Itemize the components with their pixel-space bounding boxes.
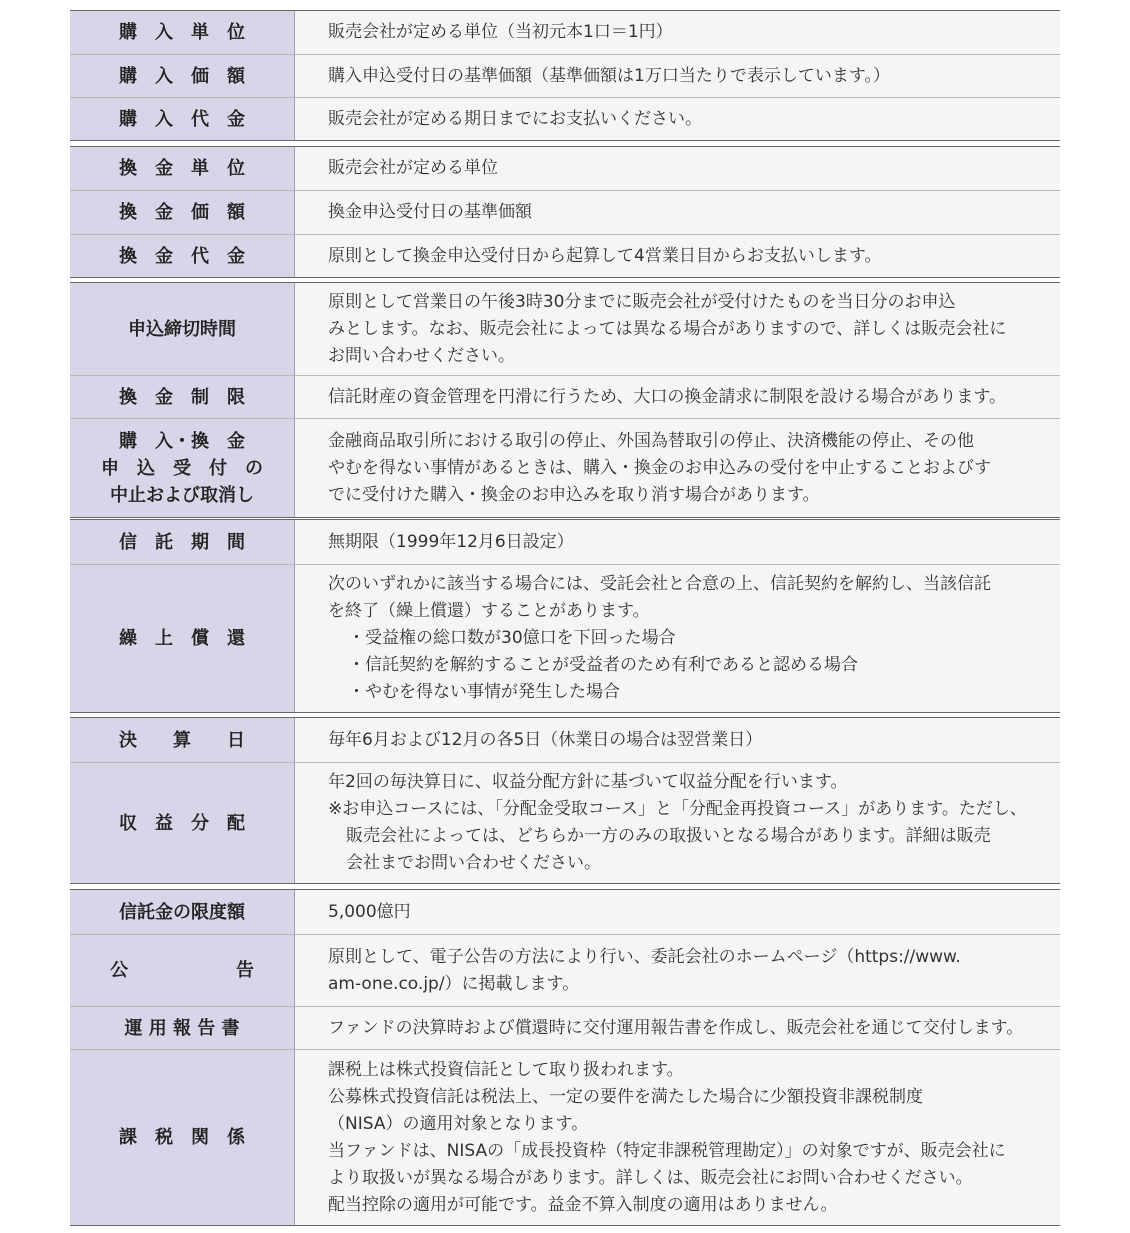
row-value: [295, 1007, 1060, 1049]
label-line: 申 込 受 付 の: [101, 457, 263, 479]
row-label: 購 入 単 位: [70, 11, 295, 54]
value-line: 購入申込受付日の基準価額（基準価額は1万口当たりで表示しています。）: [328, 65, 890, 86]
value-line: 原則として換金申込受付日から起算して4営業日目からお支払いします。: [328, 245, 882, 266]
table-row: [70, 375, 1060, 418]
value-line: 次のいずれかに該当する場合には、受託会社と合意の上、信託契約を解約し、当該信託: [328, 574, 991, 594]
label-line: 中止および取消し: [110, 484, 254, 506]
value-line: 当ファンドは、NISAの「成長投資枠（特定非課税管理勘定）」の対象ですが、販売会社に: [328, 1140, 1006, 1161]
row-label: [70, 419, 295, 517]
value-line: （NISA）の適用対象となります。: [328, 1113, 589, 1134]
value-line: お問い合わせください。: [328, 345, 515, 366]
value-line: ※お申込コースには、「分配金受取コース」と「分配金再投資コース」があります。ただし、: [328, 799, 1027, 819]
row-label: 課 税 関 係: [70, 1050, 295, 1225]
row-label: 換 金 制 限: [70, 376, 295, 418]
value-line: 配当控除の適用が可能です。益金不算入制度の適用はありません。: [328, 1194, 838, 1215]
row-value: [295, 376, 1060, 418]
bullet-item: ・信託契約を解約することが受益者のため有利であると認める場合: [348, 655, 858, 675]
value-line: 公募株式投資信託は税法上、一定の要件を満たした場合に少額投資非課税制度: [328, 1086, 923, 1107]
value-line: やむを得ない事情があるときは、購入・換金のお申込みの受付を中止することおよびす: [328, 457, 991, 478]
row-value: [295, 763, 1060, 883]
value-line: am-one.co.jp/）に掲載します。: [328, 973, 580, 994]
value-line: 課税上は株式投資信託として取り扱われます。: [328, 1059, 684, 1080]
value-line: 毎年6月および12月の各5日（休業日の場合は翌営業日）: [328, 729, 763, 750]
row-label: 換 金 単 位: [70, 147, 295, 190]
row-label: 購 入 価 額: [70, 55, 295, 97]
row-value: [295, 147, 1060, 190]
row-value: [295, 419, 1060, 517]
table-row: [70, 564, 1060, 712]
table-row: [70, 11, 1060, 54]
application-group: [70, 282, 1060, 518]
row-value: [295, 718, 1060, 762]
value-line: 原則として、電子公告の方法により行い、委託会社のホームページ（https://www.: [328, 946, 961, 967]
row-label: 購 入 代 金: [70, 98, 295, 140]
row-value: [295, 283, 1060, 375]
value-line: 年2回の毎決算日に、収益分配方針に基づいて収益分配を行います。: [328, 772, 848, 792]
table-row: [70, 934, 1060, 1006]
value-line: 金融商品取引所における取引の停止、外国為替取引の停止、決済機能の停止、その他: [328, 430, 974, 451]
table-row: [70, 234, 1060, 277]
settlement-group: [70, 717, 1060, 884]
row-label: 信託金の限度額: [70, 890, 295, 934]
table-row: [70, 283, 1060, 375]
value-line: 販売会社が定める単位（当初元本1口＝1円）: [328, 22, 673, 42]
table-row: [70, 190, 1060, 234]
row-label: 換 金 価 額: [70, 191, 295, 234]
table-row: [70, 762, 1060, 883]
table-row: [70, 718, 1060, 762]
value-line: 無期限（1999年12月6日設定）: [328, 531, 574, 552]
value-line: みとします。なお、販売会社によっては異なる場合がありますので、詳しくは販売会社に: [328, 318, 1007, 339]
table-row: [70, 520, 1060, 564]
other-terms-group: [70, 889, 1060, 1226]
row-label: 公 告: [70, 935, 295, 1006]
table-row: [70, 890, 1060, 934]
redemption-group: [70, 146, 1060, 278]
value-line: を終了（繰上償還）することがあります。: [328, 601, 650, 621]
value-line: でに受付けた購入・換金のお申込みを取り消す場合があります。: [328, 484, 820, 505]
value-line: 販売会社が定める単位: [328, 158, 498, 178]
row-value: [295, 520, 1060, 564]
value-line: 信託財産の資金管理を円滑に行うため、大口の換金請求に制限を設ける場合があります。: [328, 386, 1006, 407]
table-row: [70, 1006, 1060, 1049]
value-line: ファンドの決算時および償還時に交付運用報告書を作成し、販売会社を通じて交付します。: [328, 1017, 1024, 1038]
row-label: 繰 上 償 還: [70, 565, 295, 712]
row-label: 収 益 分 配: [70, 763, 295, 883]
value-line: 5,000億円: [328, 901, 411, 922]
value-line: より取扱いが異なる場合があります。詳しくは、販売会社にお問い合わせください。: [328, 1167, 973, 1188]
row-value: [295, 935, 1060, 1006]
value-line: 換金申込受付日の基準価額: [328, 202, 532, 222]
table-row: [70, 1049, 1060, 1225]
row-value: [295, 235, 1060, 277]
table-row: [70, 54, 1060, 97]
row-value: [295, 191, 1060, 234]
table-row: [70, 147, 1060, 190]
table-row: [70, 418, 1060, 517]
row-label: 運 用 報 告 書: [70, 1007, 295, 1049]
bullet-item: ・受益権の総口数が30億口を下回った場合: [348, 628, 676, 648]
row-label: 換 金 代 金: [70, 235, 295, 277]
row-value: [295, 1050, 1060, 1225]
row-value: [295, 98, 1060, 140]
row-value: [295, 890, 1060, 934]
note-line: 販売会社によっては、どちらか一方のみの取扱いとなる場合があります。詳細は販売: [346, 826, 991, 846]
row-label: 信 託 期 間: [70, 520, 295, 564]
bullet-item: ・やむを得ない事情が発生した場合: [348, 682, 620, 702]
value-line: 販売会社が定める期日までにお支払いください。: [328, 108, 702, 129]
row-label: 決 算 日: [70, 718, 295, 762]
label-line: 購 入・換 金: [119, 430, 245, 452]
row-value: [295, 55, 1060, 97]
row-value: [295, 11, 1060, 54]
table-row: [70, 97, 1060, 140]
note-line: 会社までお問い合わせください。: [346, 853, 601, 873]
value-line: 原則として営業日の午後3時30分までに販売会社が受付けたものを当日分のお申込: [328, 291, 956, 312]
purchase-group: [70, 10, 1060, 141]
row-value: [295, 565, 1060, 712]
row-label: 申込締切時間: [70, 283, 295, 375]
trust-term-group: [70, 519, 1060, 713]
